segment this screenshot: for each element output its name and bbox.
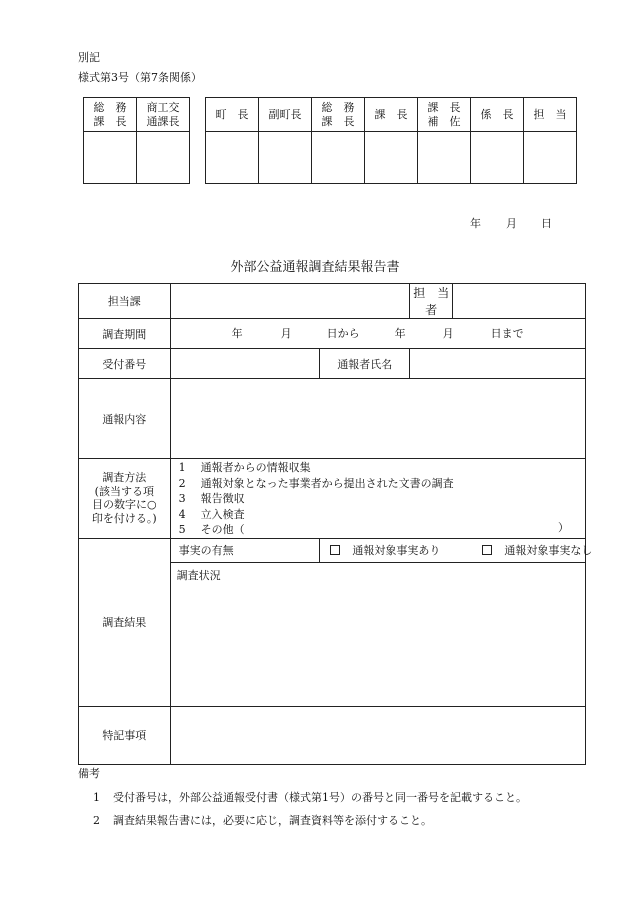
stamp-header-kacho-hosa: 課 長 補 佐 <box>418 98 471 132</box>
stamp-header-kacho: 課 長 <box>365 98 418 132</box>
period-start-day: 日から <box>326 327 360 340</box>
result-label: 調査結果 <box>79 538 171 706</box>
stamp-cell[interactable] <box>524 132 577 184</box>
status-field[interactable] <box>170 562 585 706</box>
method-option-2[interactable]: 2 通報対象となった事業者から提出された文書の調査 <box>178 476 454 490</box>
stamp-header-shoko-kacho: 商工交 通課長 <box>137 98 190 132</box>
stamp-header-fukuchocho: 副町長 <box>259 98 312 132</box>
bekki-label: 別記 <box>78 51 100 64</box>
tsuhosha-label: 通報者氏名 <box>320 349 410 379</box>
report-form-table <box>78 283 593 765</box>
fact-label: 事実の有無 <box>170 538 320 562</box>
tantousha-field[interactable] <box>453 284 586 319</box>
period-field[interactable] <box>170 319 585 349</box>
uketsuke-field[interactable] <box>170 349 320 379</box>
naiyou-field[interactable] <box>170 379 585 459</box>
stamp-header-somu-kacho: 総 務 課 長 <box>84 98 137 132</box>
method-label: 調査方法 (該当する項 目の数字に○ 印を付ける。) <box>79 459 171 539</box>
approval-stamp-right <box>205 97 577 184</box>
stamp-header-chocho: 町 長 <box>206 98 259 132</box>
fact-no-option[interactable]: 通報対象事実なし <box>482 545 592 556</box>
tantousha-label: 担 当 者 <box>410 284 453 319</box>
notes-heading: 備考 <box>78 767 100 780</box>
form-number: 様式第3号（第7条関係） <box>78 71 202 84</box>
tsuhosha-field[interactable] <box>410 349 586 379</box>
method-option-5[interactable]: 5 その他（ <box>178 523 245 536</box>
stamp-cell[interactable] <box>206 132 259 184</box>
naiyou-label: 通報内容 <box>79 379 171 459</box>
period-end-month: 月 <box>442 327 454 340</box>
fact-options <box>320 538 593 562</box>
method-option-3[interactable]: 3 報告徴収 <box>178 492 245 505</box>
stamp-cell[interactable] <box>84 132 137 184</box>
approval-stamp-left <box>83 97 190 184</box>
date-month-label: 月 <box>506 217 517 230</box>
stamp-cell[interactable] <box>137 132 190 184</box>
stamp-header-tanto: 担 当 <box>524 98 577 132</box>
stamp-cell[interactable] <box>259 132 312 184</box>
status-label: 調査状況 <box>176 568 221 582</box>
tantouka-label: 担当課 <box>79 284 171 319</box>
method-options <box>170 459 585 539</box>
stamp-cell[interactable] <box>312 132 365 184</box>
note-item-2-number: 2 <box>93 814 100 827</box>
period-end-day: 日まで <box>490 327 524 340</box>
fact-yes-checkbox[interactable] <box>330 545 340 555</box>
method-other-close-paren: ） <box>558 521 569 534</box>
stamp-cell[interactable] <box>418 132 471 184</box>
fact-no-checkbox[interactable] <box>482 545 492 555</box>
period-start-month: 月 <box>280 327 292 340</box>
stamp-cell[interactable] <box>365 132 418 184</box>
fact-yes-option[interactable]: 通報対象事実あり <box>330 545 440 556</box>
method-option-1[interactable]: 1 通報者からの情報収集 <box>178 461 311 474</box>
uketsuke-label: 受付番号 <box>79 349 171 379</box>
document-title: 外部公益通報調査結果報告書 <box>230 260 400 275</box>
date-year-label: 年 <box>470 217 481 230</box>
period-start-year: 年 <box>231 327 243 340</box>
period-end-year: 年 <box>394 327 406 340</box>
special-label: 特記事項 <box>79 706 171 764</box>
stamp-header-somu-kacho: 総 務 課 長 <box>312 98 365 132</box>
method-option-4[interactable]: 4 立入検査 <box>178 507 245 521</box>
special-field[interactable] <box>170 706 585 764</box>
stamp-cell[interactable] <box>471 132 524 184</box>
date-day-label: 日 <box>541 217 552 230</box>
note-item-2-text: 調査結果報告書には，必要に応じ，調査資料等を添付すること。 <box>113 814 432 827</box>
note-item-1-number: 1 <box>93 791 100 804</box>
tantouka-field[interactable] <box>170 284 410 319</box>
note-item-1-text: 受付番号は，外部公益通報受付書（様式第1号）の番号と同一番号を記載すること。 <box>113 791 527 804</box>
period-label: 調査期間 <box>79 319 171 349</box>
stamp-header-kakaricho: 係 長 <box>471 98 524 132</box>
